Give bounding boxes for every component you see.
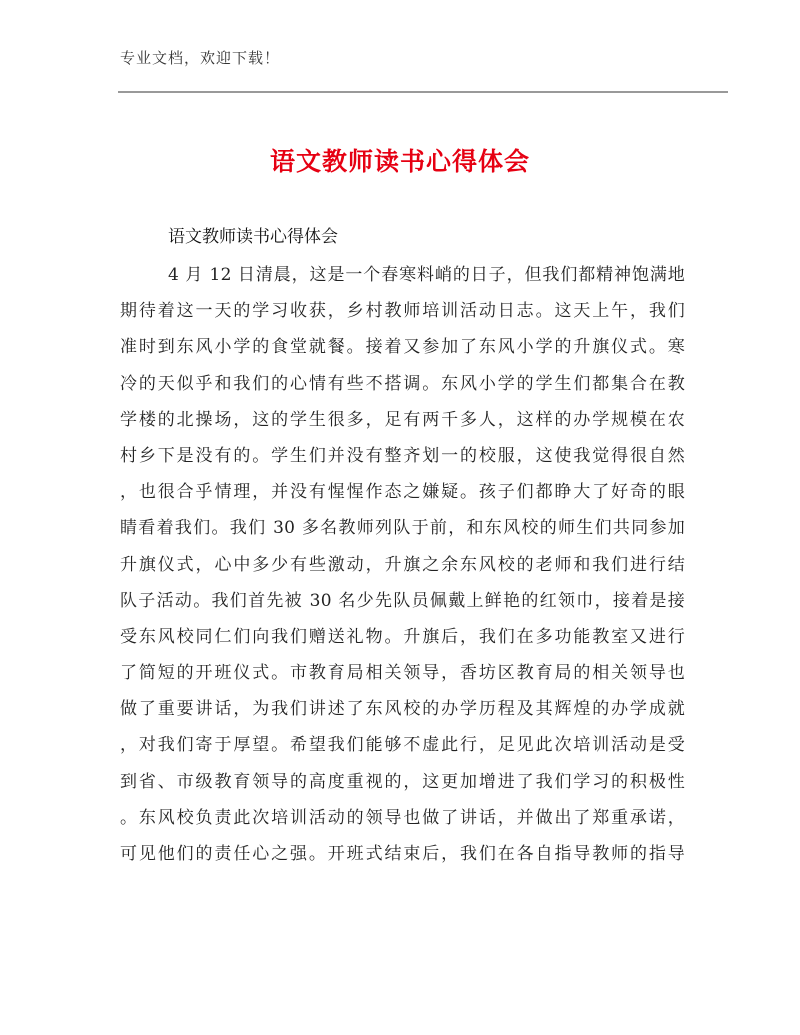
body-line: 受东风校同仁们向我们赠送礼物。升旗后，我们在多功能教室又进行 — [120, 626, 685, 647]
body-line: 。东风校负责此次培训活动的领导也做了讲话，并做出了郑重承诺， — [120, 807, 685, 828]
body-line: 做了重要讲话，为我们讲述了东风校的办学历程及其辉煌的办学成就 — [120, 699, 685, 720]
body-line: ，也很合乎情理，并没有惺惺作态之嫌疑。孩子们都睁大了好奇的眼 — [120, 482, 685, 503]
body-line: 升旗仪式，心中多少有些激动，升旗之余东风校的老师和我们进行结 — [120, 554, 685, 575]
body-line: 了简短的开班仪式。市教育局相关领导，香坊区教育局的相关领导也 — [120, 663, 685, 684]
body-line: 睛看着我们。我们 30 多名教师列队于前，和东风校的师生们共同参加 — [120, 518, 685, 539]
body-line: 冷的天似乎和我们的心情有些不搭调。东风小学的学生们都集合在教 — [120, 373, 685, 394]
body-line: 村乡下是没有的。学生们并没有整齐划一的校服，这使我觉得很自然 — [120, 445, 685, 466]
body-text — [120, 257, 685, 872]
section-heading: 语文教师读书心得体会 — [168, 227, 338, 247]
header-note: 专业文档，欢迎下载！ — [120, 49, 281, 67]
body-line: ，对我们寄于厚望。希望我们能够不虚此行，足见此次培训活动是受 — [120, 735, 685, 756]
body-line: 队子活动。我们首先被 30 名少先队员佩戴上鲜艳的红领巾，接着是接 — [120, 590, 685, 611]
document-title: 语文教师读书心得体会 — [269, 147, 530, 176]
body-line: 期待着这一天的学习收获，乡村教师培训活动日志。这天上午，我们 — [120, 301, 685, 322]
body-line: 4 月 12 日清晨，这是一个春寒料峭的日子，但我们都精神饱满地 — [168, 265, 685, 285]
body-line: 学楼的北操场，这的学生很多，足有两千多人，这样的办学规模在农 — [120, 409, 685, 430]
body-line: 准时到东风小学的食堂就餐。接着又参加了东风小学的升旗仪式。寒 — [120, 337, 685, 358]
header-divider — [118, 91, 728, 93]
body-line: 可见他们的责任心之强。开班式结束后，我们在各自指导教师的指导 — [120, 844, 685, 864]
body-line: 到省、市级教育领导的高度重视的，这更加增进了我们学习的积极性 — [120, 771, 685, 792]
